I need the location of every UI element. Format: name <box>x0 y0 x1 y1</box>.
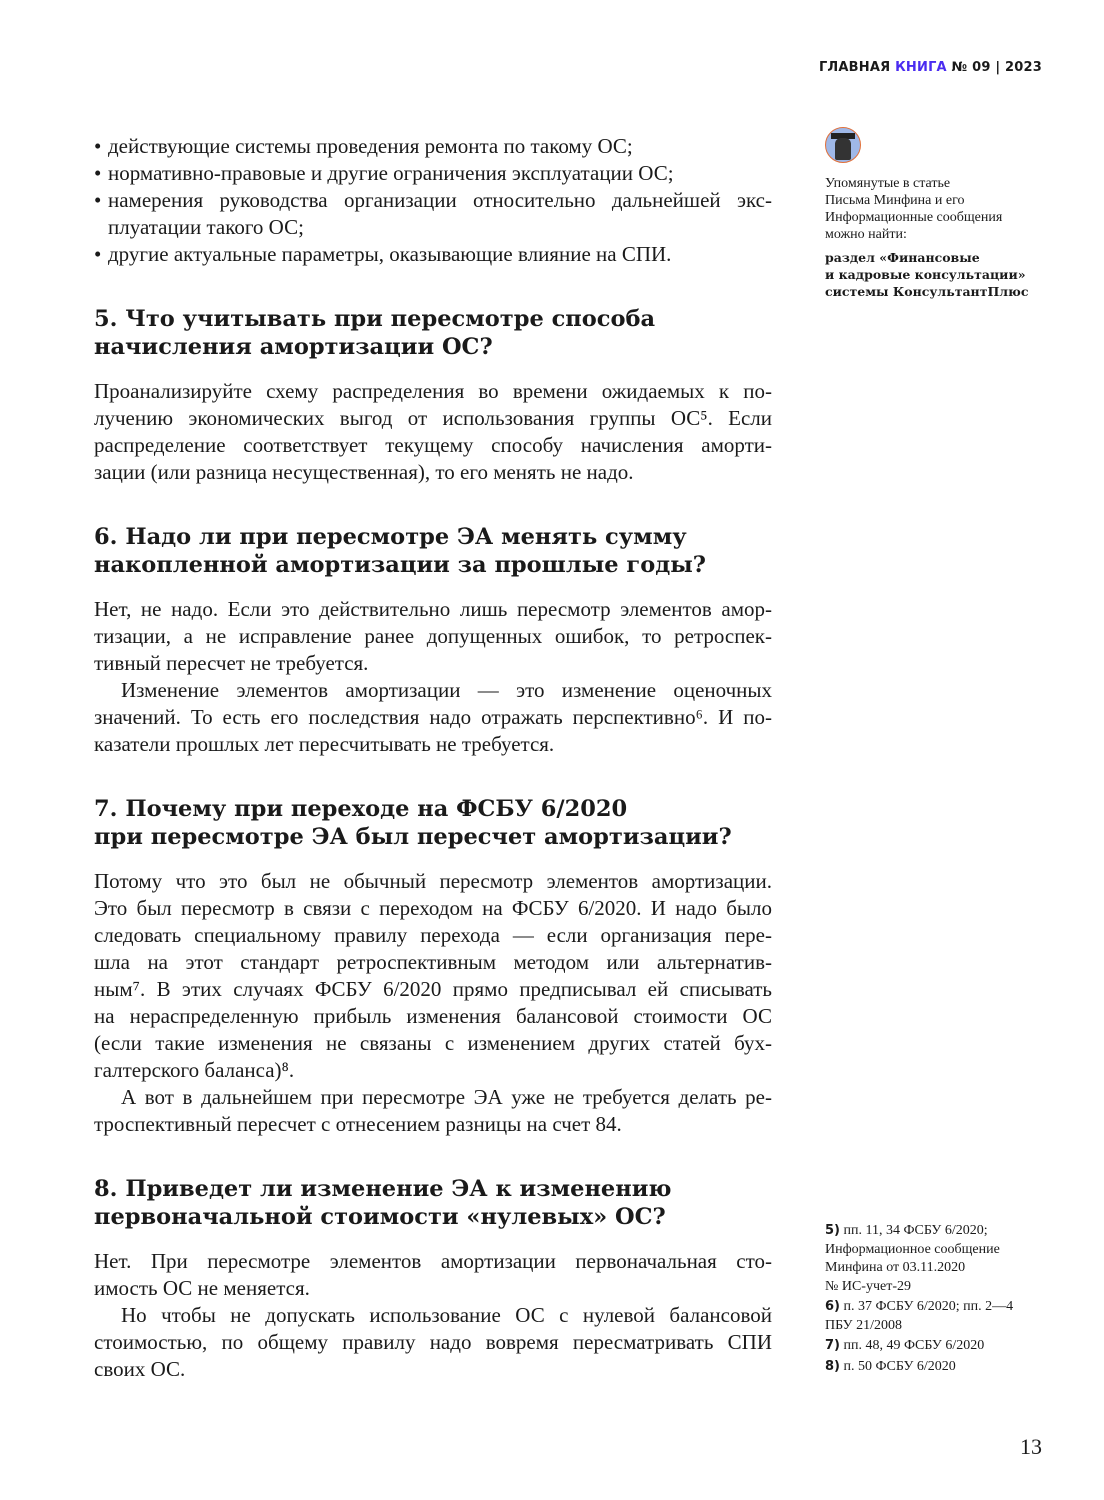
line-text: Изменение элементов амортизации — это изменение оценочных <box>121 678 772 702</box>
magazine-name-accent: КНИГА <box>895 60 947 75</box>
line-text: стоимостью, по общему правилу надо вовремя пересматривать СПИ <box>94 1330 772 1354</box>
magazine-header <box>819 60 1042 75</box>
line-text: Проанализируйте схему распределения во времени ожидаемых к по- <box>94 379 772 403</box>
text-line <box>94 432 772 459</box>
line-text: плуатации такого ОС; <box>108 215 304 239</box>
text-line <box>94 1356 772 1383</box>
text-line <box>94 1111 772 1138</box>
footnote-line <box>825 1259 1055 1278</box>
footnote-text: пп. 11, 34 ФСБУ 6/2020; <box>843 1223 988 1238</box>
text-line <box>94 922 772 949</box>
text-line <box>94 459 772 486</box>
text-line <box>94 976 772 1003</box>
heading-line: первоначальной стоимости «нулевых» ОС? <box>94 1204 666 1230</box>
text-line <box>94 1302 772 1329</box>
paragraph <box>94 596 772 758</box>
footnote <box>825 1222 1055 1296</box>
text-line <box>94 1003 772 1030</box>
text-line <box>94 650 772 677</box>
line-text: значений. То есть его последствия надо отражать перспективно⁶. И по- <box>94 705 772 729</box>
bullet-line <box>94 214 772 241</box>
bullet-list <box>94 133 772 268</box>
paragraph <box>94 378 772 486</box>
page-number: 13 <box>1020 1434 1042 1459</box>
line-text: своих ОС. <box>94 1357 186 1381</box>
text-line <box>94 378 772 405</box>
footnote-number: 7) <box>825 1338 840 1353</box>
magazine-name: ГЛАВНАЯ <box>818 60 891 75</box>
line-text: имость ОС не меняется. <box>94 1276 310 1300</box>
text-line <box>94 677 772 704</box>
text-line <box>94 1329 772 1356</box>
heading-line: 8. Приведет ли изменение ЭА к изменению <box>94 1176 672 1202</box>
bullet-icon: • <box>94 134 102 158</box>
bullet-icon: • <box>94 188 102 212</box>
sidebar-source <box>825 249 1055 300</box>
footnote <box>825 1298 1055 1335</box>
footnote-text: п. 50 ФСБУ 6/2020 <box>843 1358 956 1374</box>
section-heading <box>94 1175 772 1231</box>
footnote-line <box>825 1317 1055 1336</box>
sidebar-line: Упомянутые в статье <box>825 176 951 191</box>
article-body <box>94 133 772 1383</box>
footnote-text: Минфина от 03.11.2020 <box>825 1260 966 1275</box>
line-text: тизации, а не исправление ранее допущенных ошибок, то ретроспек- <box>94 624 772 648</box>
text-line <box>94 405 772 432</box>
sidebar-line: можно найти: <box>825 227 907 242</box>
footnote-line <box>825 1241 1055 1260</box>
line-text: (если такие изменения не связаны с изменением других статей бух- <box>94 1031 772 1055</box>
line-text: Нет. При пересмотре элементов амортизации первоначальная сто- <box>94 1249 772 1273</box>
text-line <box>94 949 772 976</box>
footnote-text: Информационное сообщение <box>825 1241 1000 1257</box>
heading-line: начисления амортизации ОС? <box>94 334 493 360</box>
footnote-line <box>825 1222 1055 1241</box>
line-text: распределение соответствует текущему способу начисления аморти- <box>94 433 772 457</box>
line-text: шла на этот стандарт ретроспективным методом или альтернатив- <box>94 950 772 974</box>
footnote-text: ПБУ 21/2008 <box>825 1317 902 1333</box>
footnote-text: пп. 48, 49 ФСБУ 6/2020 <box>843 1338 985 1353</box>
line-text: следовать специальному правилу перехода — если организация пере- <box>94 923 772 947</box>
text-line <box>94 895 772 922</box>
footnote-line <box>825 1298 1055 1317</box>
footnote-number: 5) <box>825 1223 840 1238</box>
footnotes <box>825 1222 1055 1378</box>
line-text: действующие системы проведения ремонта по такому ОС; <box>108 134 633 158</box>
sidebar-text <box>825 175 1055 243</box>
heading-line: 6. Надо ли при пересмотре ЭА менять сумму <box>94 524 687 550</box>
sidebar-note <box>825 127 1055 300</box>
bullet-icon: • <box>94 242 102 266</box>
footnote <box>825 1358 1055 1377</box>
professor-avatar-icon <box>825 127 861 163</box>
bullet-line <box>94 160 772 187</box>
paragraph <box>94 1248 772 1383</box>
line-text: намерения руководства организации относительно дальнейшей экс- <box>108 188 772 212</box>
text-line <box>94 1030 772 1057</box>
line-text: А вот в дальнейшем при пересмотре ЭА уже не требуется делать ре- <box>121 1085 772 1109</box>
footnote-text: № ИС-учет-29 <box>825 1278 912 1294</box>
footnote-line <box>825 1358 1055 1377</box>
issue-number: № 09 | 2023 <box>951 60 1042 75</box>
text-line <box>94 1057 772 1084</box>
footnote-number: 8) <box>825 1358 840 1374</box>
line-text: нормативно-правовые и другие ограничения эксплуатации ОС; <box>108 161 674 185</box>
line-text: Это был пересмотр в связи с переходом на ФСБУ 6/2020. И надо было <box>94 896 772 920</box>
text-line <box>94 868 772 895</box>
line-text: казатели прошлых лет пересчитывать не требуется. <box>94 732 555 756</box>
bullet-icon: • <box>94 161 102 185</box>
paragraph <box>94 868 772 1138</box>
text-line <box>94 731 772 758</box>
footnote-text: п. 37 ФСБУ 6/2020; пп. 2—4 <box>843 1299 1014 1314</box>
line-text: на нераспределенную прибыль изменения балансовой стоимости ОС <box>94 1004 772 1028</box>
text-line <box>94 623 772 650</box>
line-text: Но чтобы не допускать использование ОС с нулевой балансовой <box>121 1303 772 1327</box>
line-text: другие актуальные параметры, оказывающие влияние на СПИ. <box>108 242 672 266</box>
line-text: Потому что это был не обычный пересмотр элементов амортизации. <box>94 869 772 893</box>
section-heading <box>94 795 772 851</box>
bullet-line <box>94 187 772 214</box>
heading-line: 7. Почему при переходе на ФСБУ 6/2020 <box>94 796 628 822</box>
line-text: ным⁷. В этих случаях ФСБУ 6/2020 прямо предписывал ей списывать <box>94 977 772 1001</box>
text-line <box>94 704 772 731</box>
text-line <box>94 596 772 623</box>
footnote <box>825 1337 1055 1356</box>
line-text: троспективный пересчет с отнесением разницы на счет 84. <box>94 1112 622 1136</box>
section-heading <box>94 523 772 579</box>
sidebar-line: Письма Минфина и его <box>825 193 965 208</box>
text-line <box>94 1084 772 1111</box>
text-line <box>94 1275 772 1302</box>
line-text: лучению экономических выгод от использования группы ОС⁵. Если <box>94 406 772 430</box>
sidebar-line: Информационные сообщения <box>825 210 1003 225</box>
sidebar-bold-line: и кадровые консультации» <box>825 267 1026 282</box>
line-text: тивный пересчет не требуется. <box>94 651 369 675</box>
line-text: зации (или разница несущественная), то его менять не надо. <box>94 460 634 484</box>
bullet-line <box>94 241 772 268</box>
line-text: галтерского баланса)⁸. <box>94 1058 295 1082</box>
footnote-line <box>825 1278 1055 1297</box>
section-heading <box>94 305 772 361</box>
footnote-line <box>825 1337 1055 1356</box>
heading-line: 5. Что учитывать при пересмотре способа <box>94 306 656 332</box>
footnote-number: 6) <box>825 1299 840 1314</box>
sidebar-bold-line: раздел «Финансовые <box>825 250 980 265</box>
bullet-line <box>94 133 772 160</box>
text-line <box>94 1248 772 1275</box>
line-text: Нет, не надо. Если это действительно лишь пересмотр элементов амор- <box>94 597 772 621</box>
heading-line: накопленной амортизации за прошлые годы? <box>94 552 706 578</box>
sidebar-bold-line: системы КонсультантПлюс <box>825 284 1029 299</box>
heading-line: при пересмотре ЭА был пересчет амортизации? <box>94 824 732 850</box>
